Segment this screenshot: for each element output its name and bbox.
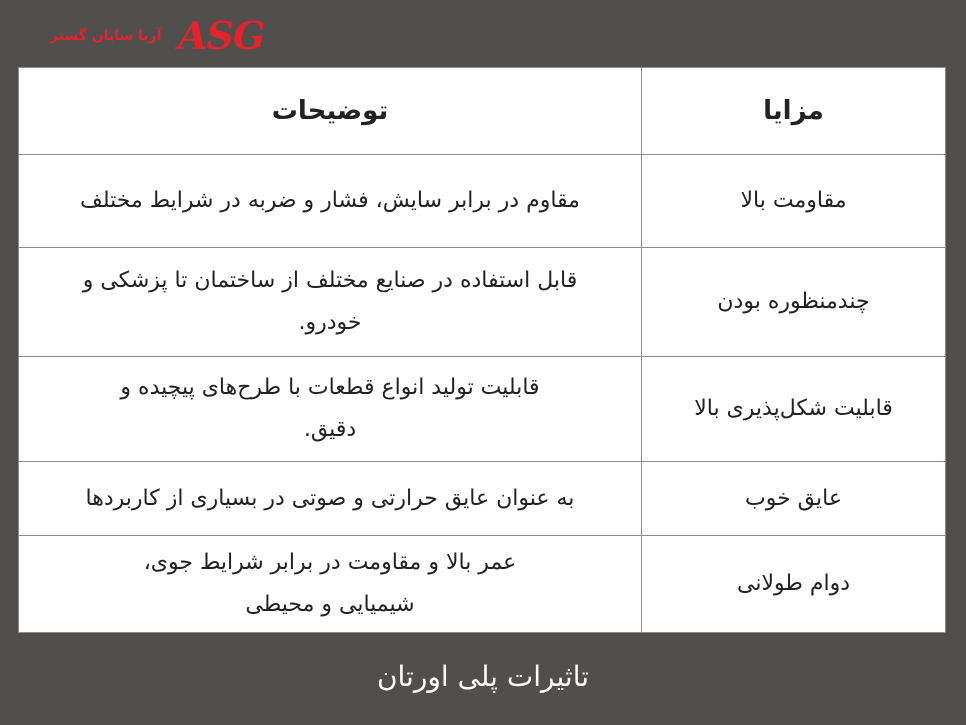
brand-name: آریا سایان گستر	[50, 28, 162, 44]
brand-mark: ASG	[178, 13, 265, 58]
advantage-cell: مقاومت بالا	[642, 155, 946, 248]
advantage-cell: قابلیت شکل‌پذیری بالا	[642, 357, 946, 462]
description-cell: به عنوان عایق حرارتی و صوتی در بسیاری از کاربردها	[19, 462, 642, 536]
description-cell: مقاوم در برابر سایش، فشار و ضربه در شرایط مختلف	[19, 155, 642, 248]
table-header-row	[19, 68, 946, 155]
image-caption: تاثیرات پلی اورتان	[376, 660, 590, 693]
table-row	[19, 462, 946, 536]
header-advantages: مزایا	[642, 68, 946, 155]
advantage-cell: عایق خوب	[642, 462, 946, 536]
table-row	[19, 248, 946, 357]
advantages-table	[18, 67, 946, 633]
description-cell: عمر بالا و مقاومت در برابر شرایط جوی، شیمیایی و محیطی	[19, 536, 642, 633]
header-description: توضیحات	[19, 68, 642, 155]
table-row	[19, 536, 946, 633]
table-row	[19, 155, 946, 248]
description-cell: قابل استفاده در صنایع مختلف از ساختمان تا پزشکی و خودرو.	[19, 248, 642, 357]
brand-logo	[50, 12, 265, 60]
description-cell: قابلیت تولید انواع قطعات با طرح‌های پیچیده و دقیق.	[19, 357, 642, 462]
advantage-cell: دوام طولانی	[642, 536, 946, 633]
table-row	[19, 357, 946, 462]
advantage-cell: چندمنظوره بودن	[642, 248, 946, 357]
